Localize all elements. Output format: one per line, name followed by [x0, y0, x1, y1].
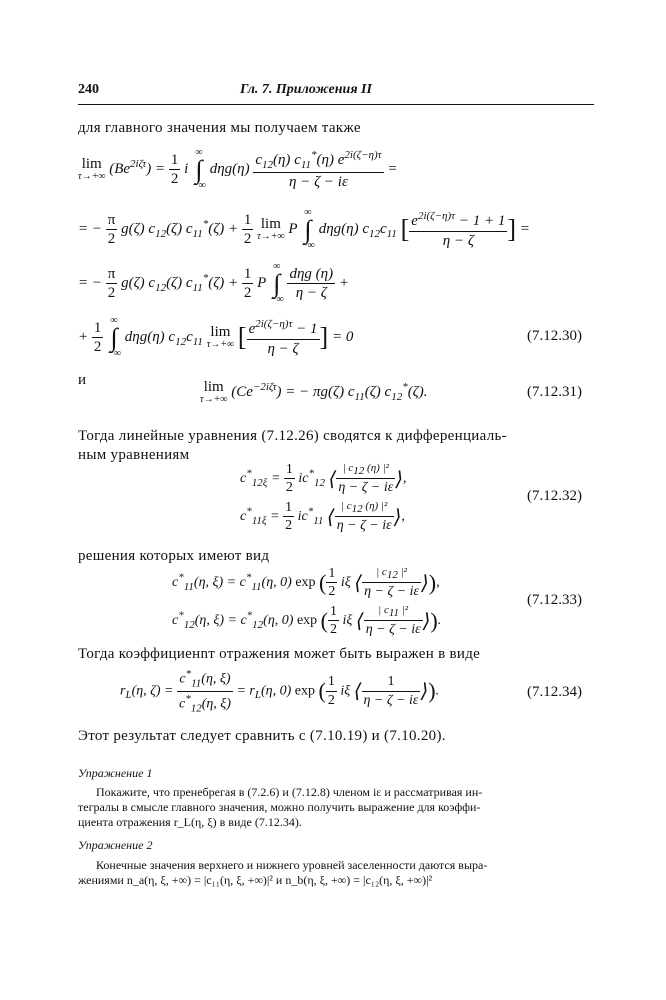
conjunction-and: и	[78, 372, 87, 388]
paragraph-reflection: Тогда коэффициенnт отражения может быть выражен в виде	[78, 646, 481, 662]
equation-number-7-12-34: (7.12.34)	[527, 684, 582, 700]
running-title: Гл. 7. Приложения II	[240, 82, 372, 97]
paragraph-linear-equations-line-1: Тогда линейные уравнения (7.12.26) сводятся к дифференциаль-	[78, 428, 507, 444]
exercise-2-line-1: Конечные значения верхнего и нижнего уровней заселенности даются выра-	[96, 858, 488, 872]
exercise-1-title: Упражнение 1	[78, 766, 153, 780]
exercise-2-line-2: жениями n_a(η, ξ, +∞) = |c₁₁(η, ξ, +∞)|² и n_b(η, ξ, +∞) = |c₁₂(η, ξ, +∞)|²	[78, 873, 433, 887]
header-rule	[78, 104, 594, 105]
equation-number-7-12-33: (7.12.33)	[527, 592, 582, 608]
exercise-1-line-1: Покажите, что пренебрегая в (7.2.6) и (7.12.8) членом iε и рассматривая ин-	[96, 785, 483, 799]
equation-7-12-32-a: $c^*_{12\xi}$ = $\frac{1}{2}$ $ic^*_{12}$ ⟨ $\frac{| c_{12} (\eta) |^2}{\eta - \zeta - i\varepsilon}$ ⟩,	[240, 462, 407, 496]
equation-7-12-33-b: $c^*_{12}(\eta$, $\xi) = c^*_{12}(\eta$, 0) exp ( $\frac{1}{2}$ iξ ⟨ $\frac{| c_{11} |^2}{\eta - \zeta - i\varepsilon}$ ⟩).	[172, 604, 442, 638]
equation-7-12-32-b: $c^*_{11\xi}$ = $\frac{1}{2}$ $ic^*_{11}$ ⟨ $\frac{| c_{12} (\eta) |^2}{\eta - \zeta - i\varepsilon}$ ⟩,	[240, 500, 405, 534]
eq33a-text: c₁₁*(η, ξ) = c₁₁*(η, 0) exp(½ iξ ⟨|c₁₂|² / (η − ζ − iε)⟩),	[242, 900, 264, 901]
eq30-l4-text: + ½ ∫ dηg(η) c₁₂c₁₁ lim [ (e^{2i(ζ−η)τ} − 1)/(η − ζ) ] = 0	[171, 900, 195, 901]
exercise-1-line-3: циента отражения r_L(η, ξ) в виде (7.12.34).	[78, 815, 302, 829]
equation-7-12-30-line-4: + $\frac{1}{2}$ ∞ ∫ −∞ dηg(η) $c_{12}c_{11}$ lim τ→+∞ [ $\frac{e^{2i(\zeta-\eta)\tau} - 1}{\eta - \zeta}$ ] = 0	[78, 315, 354, 360]
eq30-l3-text: = − π/2 g(ζ) c₁₂(ζ) c₁₁*(ζ) + ½ P ∫ dηg(η)/(η − ζ) +	[151, 900, 172, 901]
exercise-2-title: Упражнение 2	[78, 838, 153, 852]
equation-number-7-12-32: (7.12.32)	[527, 488, 582, 504]
equation-7-12-30-line-1: lim τ→+∞ $(Be^{2i\zeta\tau})$ = $\frac{1}{2}$ i ∞ ∫ −∞ dηg(η) $\frac{c_{12}(\eta) c_{11}^*(\eta) e^{2i(\zeta-\eta)\tau}}{\eta - \zeta - i\varepsilon}$ =	[78, 147, 398, 192]
equation-7-12-33-a: $c^*_{11}(\eta$, $\xi) = c^*_{11}(\eta$, 0) exp ( $\frac{1}{2}$ iξ ⟨ $\frac{| c_{12} |^2}{\eta - \zeta - i\varepsilon}$ ⟩),	[172, 566, 440, 600]
page-number: 240	[78, 82, 99, 97]
equation-7-12-34: $r_L(\eta$, ζ) = $\frac{c^*_{11}(\eta, \xi)}{c^*_{12}(\eta, \xi)}$ = $r_L(\eta$, 0) exp ( $\frac{1}{2}$ iξ ⟨ $\frac{1}{\eta - \zeta - i\varepsilon}$ ⟩).	[120, 668, 440, 714]
eq30-l2-text: = − π/2 g(ζ) c₁₂(ζ) c₁₁*(ζ) + ½ lim P ∫ dηg(η) c₁₂c₁₁ [ (e^{2i(ζ−η)τ} − 1 + 1)/(η − ζ) ] =	[116, 900, 152, 901]
equation-7-12-30-line-3: = − $\frac{\pi}{2}$ g(ζ) $c_{12}(\zeta) c_{11}^*(\zeta)$ + $\frac{1}{2}$ P ∞ ∫ −∞ $\frac{\text{dηg (η)}}{\eta - \zeta}$ +	[78, 261, 349, 306]
equation-7-12-31: lim τ→+∞ $(Ce^{-2i\zeta\tau})$ = − πg(ζ) $c_{11}(\zeta)$ $c_{12}^*(\zeta)$.	[200, 379, 428, 405]
equation-number-7-12-31: (7.12.31)	[527, 384, 582, 400]
eq34-text: r_L(η, ζ) = c₁₁*(η, ξ)/c₁₂*(η, ξ) = r_L(η, 0) exp(½ iξ ⟨1/(η − ζ − iε)⟩).	[285, 900, 314, 901]
equation-7-12-30-line-2: = − $\frac{\pi}{2}$ g(ζ) $c_{12}(\zeta) c_{11}^*(\zeta)$ + $\frac{1}{2}$ lim τ→+∞ P ∞ ∫ −∞ dηg(η) $c_{12}c_{11}$ [ $\frac{e^{2i(\zeta-\eta)\tau} - 1 + 1}{\eta - \zeta}$ ] =	[78, 207, 530, 252]
paragraph-solutions: решения которых имеют вид	[78, 548, 270, 564]
exercise-1-line-2: тегралы в смысле главного значения, можно получить выражение для коэффи-	[78, 800, 481, 814]
eq31-text: lim (Ce^{−2iζτ}) = − πg(ζ) c₁₁(ζ) c₁₂*(ζ).	[194, 900, 211, 901]
eq32b-text: c₁₁ξ* = ½ ic₁₁* ⟨|c₁₂(η)|² / (η − ζ − iε)⟩,	[227, 900, 243, 901]
eq33b-text: c₁₂*(η, ξ) = c₁₂*(η, 0) exp(½ iξ ⟨|c₁₁|² / (η − ζ − iε)⟩).	[264, 900, 286, 901]
paragraph-compare: Этот результат следует сравнить с (7.10.19) и (7.10.20).	[78, 728, 446, 744]
eq30-l1-text: lim_{τ→+∞} (Be^{2iζτ}) = ½ i ∫_{−∞}^{∞} dηg(η) c₁₂(η) c₁₁*(η) e^{2i(ζ−η)τ} / (η − ζ − iε) =	[78, 900, 117, 901]
paragraph-linear-equations-line-2: ным уравнениям	[78, 447, 190, 463]
equation-text-summaries	[78, 900, 594, 960]
eq32a-text: c₁₂ξ* = ½ ic₁₂* ⟨|c₁₂(η)|² / (η − ζ − iε)⟩,	[211, 900, 227, 901]
equation-number-7-12-30: (7.12.30)	[527, 328, 582, 344]
intro-text: для главного значения мы получаем также	[78, 120, 361, 136]
